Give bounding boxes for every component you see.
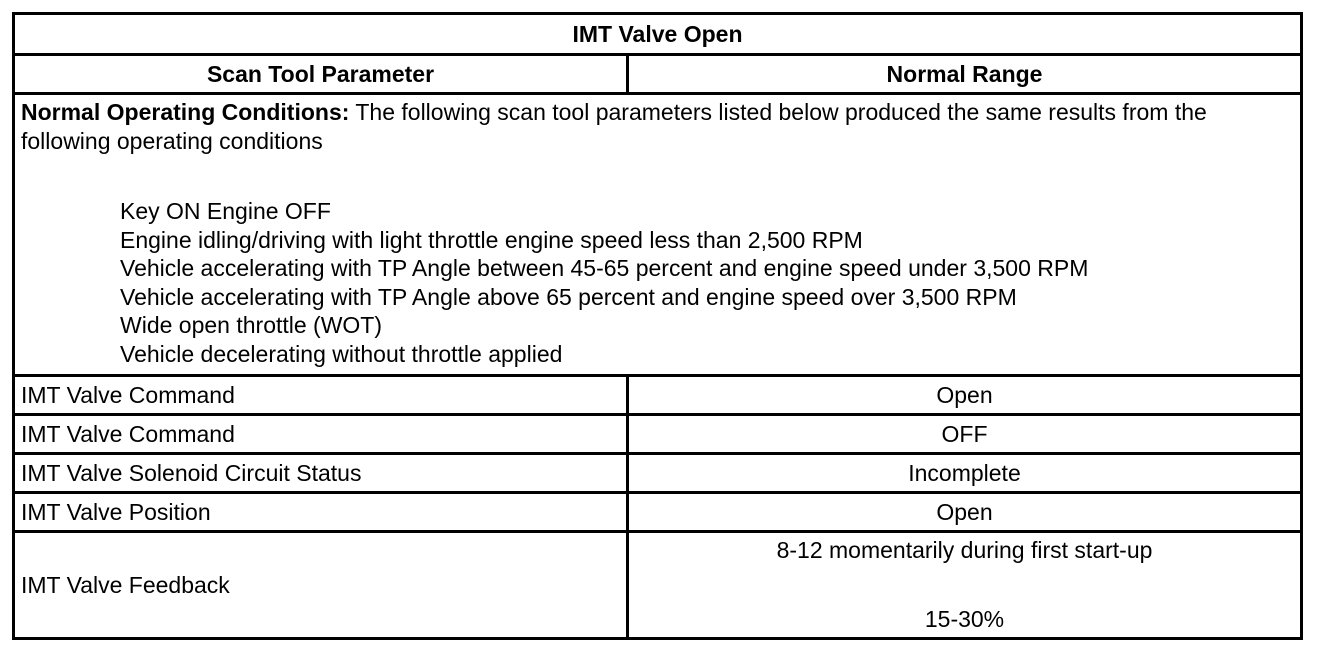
- header-row: [14, 55, 1302, 94]
- table-row: [14, 415, 1302, 454]
- parameter-cell: IMT Valve Position: [14, 493, 628, 532]
- conditions-paragraph: [21, 98, 1294, 156]
- range-cell: Open: [628, 493, 1302, 532]
- table-row: [14, 454, 1302, 493]
- range-cell: Incomplete: [628, 454, 1302, 493]
- table-row: [14, 376, 1302, 415]
- parameter-cell: IMT Valve Solenoid Circuit Status: [14, 454, 628, 493]
- condition-item: Vehicle accelerating with TP Angle above 65 percent and engine speed over 3,500 RPM: [120, 283, 1017, 310]
- feedback-range-line1: 8-12 momentarily during first start-up: [776, 537, 1153, 563]
- parameter-cell: IMT Valve Feedback: [14, 532, 628, 639]
- condition-item: Wide open throttle (WOT): [120, 312, 383, 339]
- table-row-feedback: [14, 532, 1302, 639]
- table-row: [14, 493, 1302, 532]
- feedback-range-line2: 15-30%: [924, 606, 1005, 632]
- range-cell: Open: [628, 376, 1302, 415]
- operating-conditions: [14, 94, 1302, 376]
- parameter-cell: IMT Valve Command: [14, 415, 628, 454]
- parameter-cell: IMT Valve Command: [14, 376, 628, 415]
- table-title: IMT Valve Open: [14, 14, 1302, 55]
- header-scan-tool-parameter: Scan Tool Parameter: [14, 55, 628, 94]
- conditions-row: [14, 94, 1302, 376]
- scan-tool-table: [12, 12, 1303, 640]
- condition-item: Engine idling/driving with light throttle engine speed less than 2,500 RPM: [120, 226, 863, 253]
- condition-item: Key ON Engine OFF: [120, 198, 331, 224]
- condition-item: Vehicle accelerating with TP Angle between 45-65 percent and engine speed under 3,500 RPM: [120, 255, 1089, 282]
- range-cell-feedback: [628, 532, 1302, 639]
- condition-item: Vehicle decelerating without throttle applied: [120, 340, 563, 367]
- conditions-list: [120, 197, 1294, 369]
- range-cell: OFF: [628, 415, 1302, 454]
- header-normal-range: Normal Range: [628, 55, 1302, 94]
- conditions-intro: The following scan tool parameters listed below produced the same results from the following operating conditions: [21, 99, 1207, 154]
- title-row: [14, 14, 1302, 55]
- conditions-label: Normal Operating Conditions:: [21, 99, 350, 125]
